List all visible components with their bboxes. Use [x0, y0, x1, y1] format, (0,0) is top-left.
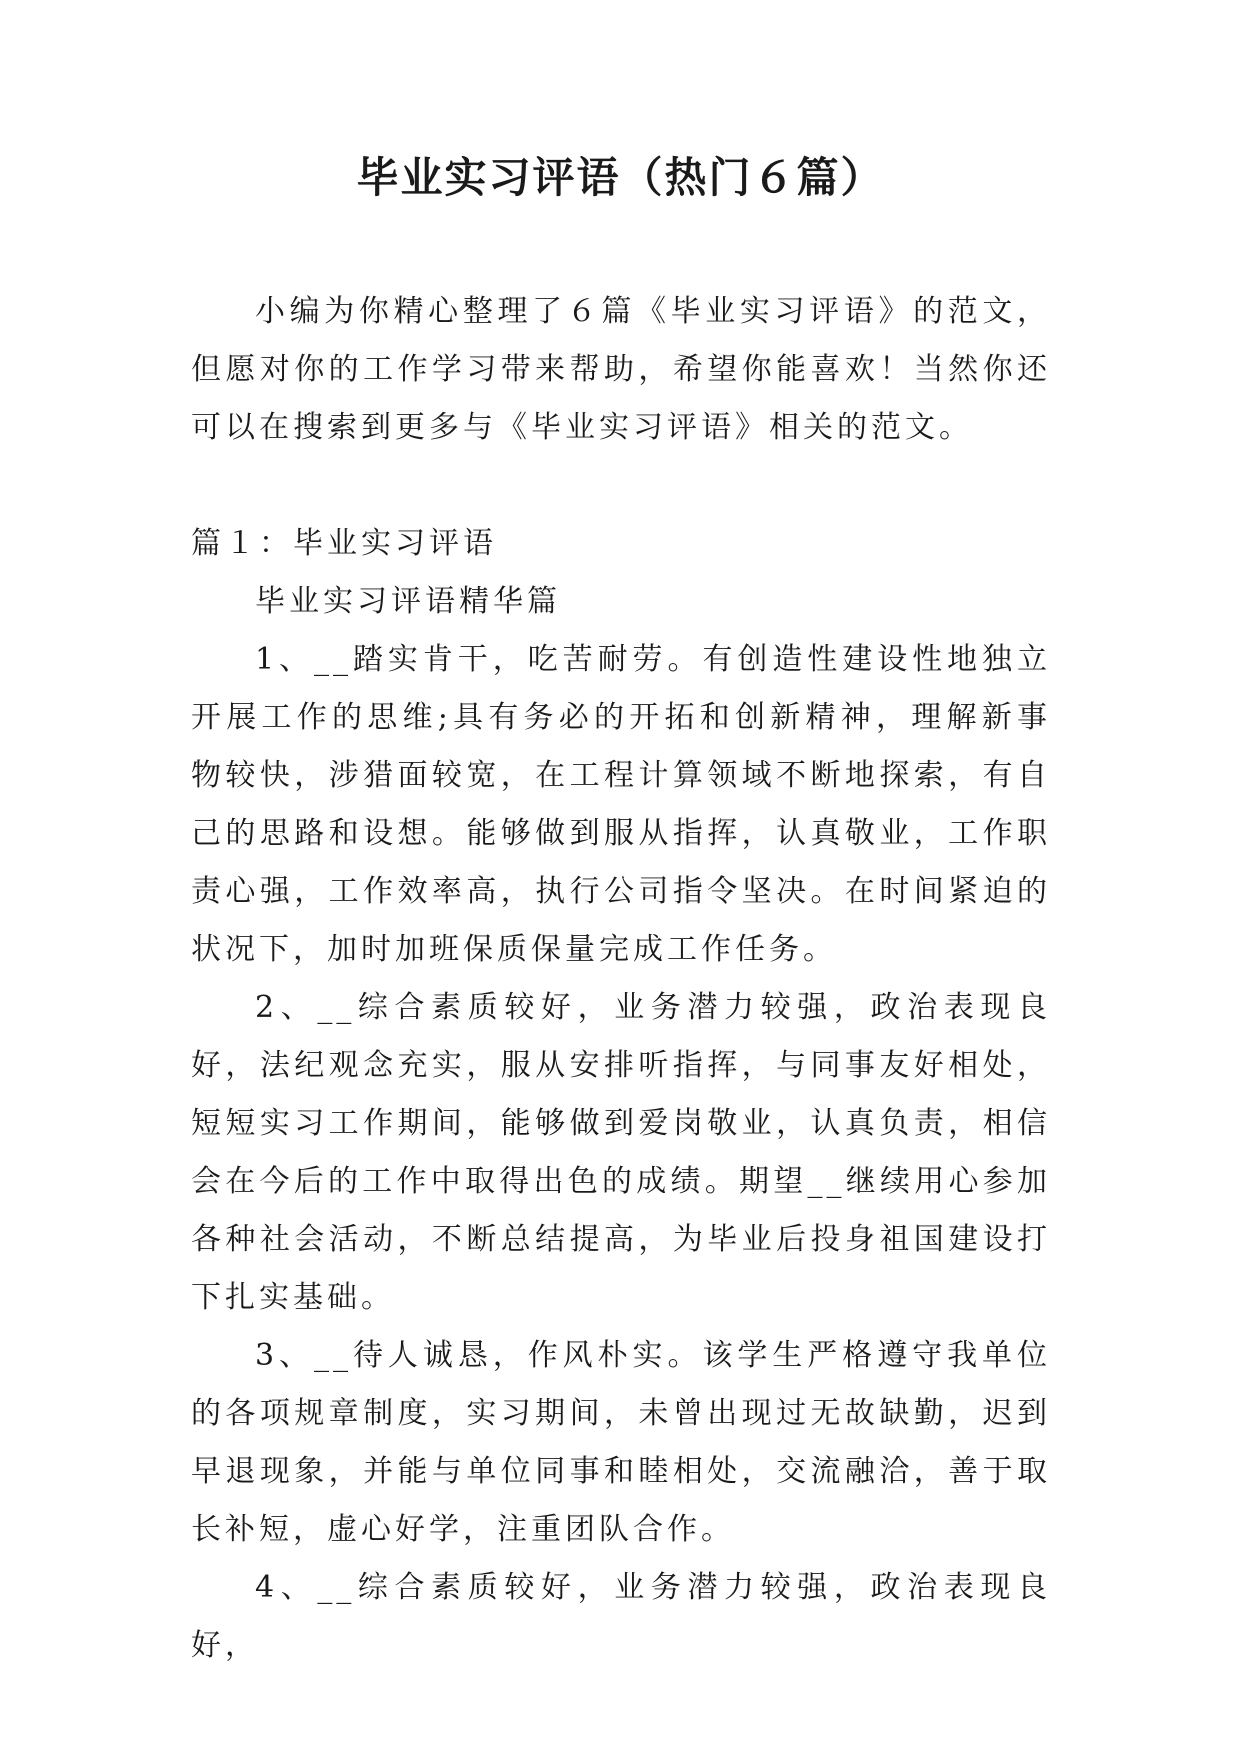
document-body [191, 283, 1051, 1675]
intro-paragraph: 小编为你精心整理了６篇《毕业实习评语》的范文，但愿对你的工作学习带来帮助，希望你能喜欢！当然你还可以在搜索到更多与《毕业实习评语》相关的范文。 [191, 294, 1051, 445]
section-heading: 篇１：毕业实习评语 [191, 526, 497, 561]
document-title: 毕业实习评语（热门６篇） [356, 153, 885, 202]
section-subheading: 毕业实习评语精华篇 [255, 584, 561, 619]
evaluation-item-2: 2、__综合素质较好，业务潜力较强，政治表现良好，法纪观念充实，服从安排听指挥，与同事友好相处，短短实习工作期间，能够做到爱岗敬业，认真负责，相信会在今后的工作中取得出色的成绩。期望__继续用心参加各种社会活动，不断总结提高，为毕业后投身祖国建设打下扎实基础。 [191, 990, 1051, 1315]
evaluation-item-1: 1、__踏实肯干，吃苦耐劳。有创造性建设性地独立开展工作的思维;具有务必的开拓和创新精神，理解新事物较快，涉猎面较宽，在工程计算领域不断地探索，有自己的思路和设想。能够做到服从指挥，认真敬业，工作职责心强，工作效率高，执行公司指令坚决。在时间紧迫的状况下，加时加班保质保量完成工作任务。 [191, 642, 1051, 967]
evaluation-item-4: 4、__综合素质较好，业务潜力较强，政治表现良好， [191, 1570, 1051, 1663]
evaluation-item-3: 3、__待人诚恳，作风朴实。该学生严格遵守我单位的各项规章制度，实习期间，未曾出现过无故缺勤，迟到早退现象，并能与单位同事和睦相处，交流融洽，善于取长补短，虚心好学，注重团队合作。 [191, 1338, 1051, 1547]
